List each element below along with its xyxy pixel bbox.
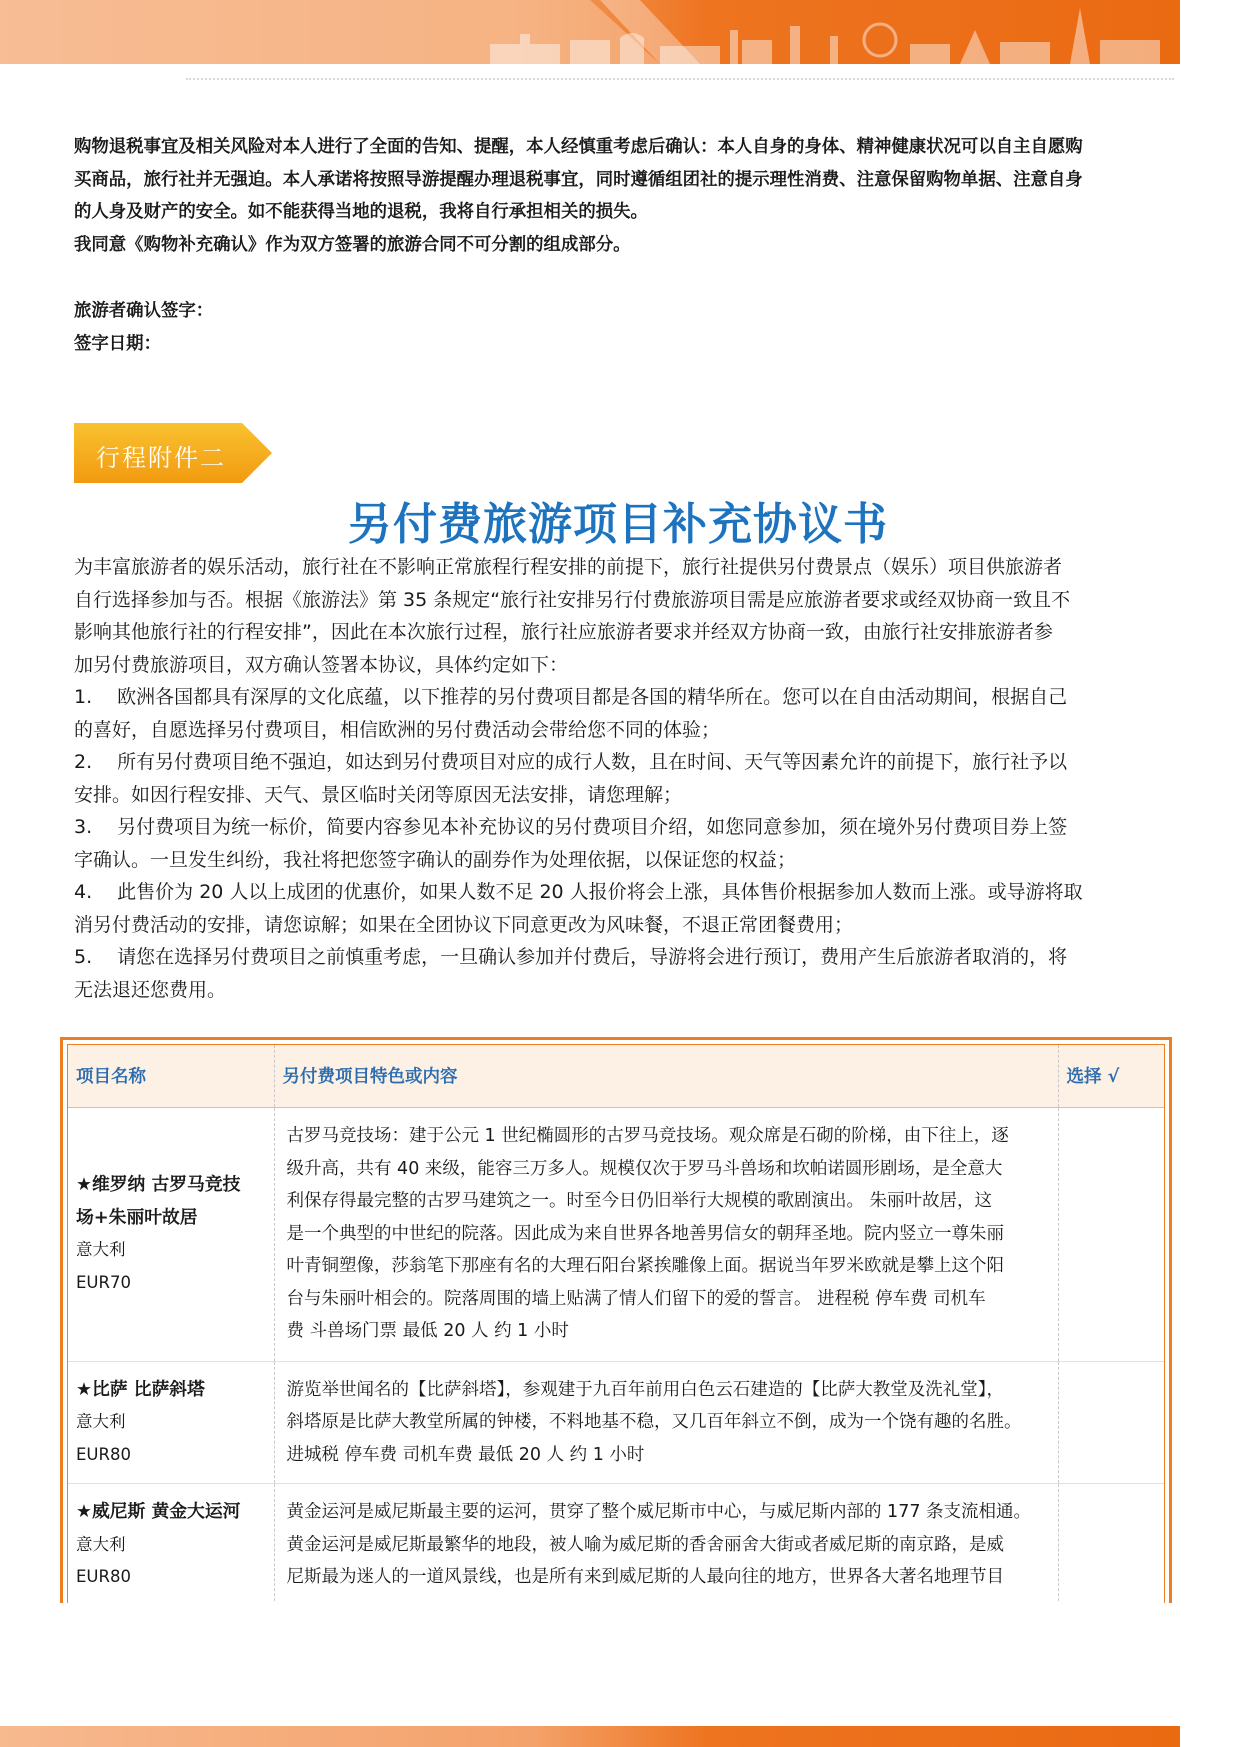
- desc-line: 尼斯最为迷人的一道风景线，也是所有来到威尼斯的人最向往的地方，世界各大著名地理节目: [286, 1567, 1004, 1587]
- desc-line: 是一个典型的中世纪的院落。因此成为来自世界各地善男信女的朝拜圣地。院内竖立一尊朱丽: [286, 1223, 1004, 1244]
- signature-label: 旅游者确认签字：: [74, 301, 214, 321]
- item-line: 的喜好，自愿选择另付费项目，相信欧洲的另付费活动会带给您不同的体验；: [74, 718, 721, 741]
- item-line: 安排。如因行程安排、天气、景区临时关闭等原因无法安排，请您理解；: [74, 783, 683, 806]
- header-project-content: 另付费项目特色或内容: [274, 1045, 1058, 1107]
- project-title: ★威尼斯 黄金大运河: [76, 1501, 241, 1522]
- footer-band: [0, 1726, 1180, 1747]
- item-line: 无法退还您费用。: [74, 978, 227, 1001]
- project-description-cell: [274, 1484, 1058, 1604]
- project-title: ★比萨 比萨斜塔: [76, 1378, 205, 1400]
- project-country: 意大利: [76, 1412, 126, 1431]
- desc-line: 台与朱丽叶相会的。院落周围的墙上贴满了情人们留下的爱的誓言。 进程税 停车费 司机车: [286, 1288, 986, 1309]
- agreement-body: [74, 551, 1164, 1006]
- text-line: 购物退税事宜及相关风险对本人进行了全面的告知、提醒，本人经慎重考虑后确认：本人自身的身体、精神健康状况可以自主自愿购: [74, 137, 1083, 157]
- intro-line: 影响其他旅行社的行程安排”，因此在本次旅行过程，旅行社应旅游者要求并经双方协商一致，由旅行社安排旅游者参: [74, 621, 1053, 643]
- optional-tours-table-frame: [60, 1037, 1172, 1603]
- project-name-cell: [68, 1361, 274, 1484]
- project-price: EUR80: [76, 1444, 131, 1464]
- desc-line: 进城税 停车费 司机车费 最低 20 人 约 1 小时: [286, 1444, 645, 1465]
- item-line: 字确认。一旦发生纠纷，我社将把您签字确认的副券作为处理依据，以保证您的权益；: [74, 848, 797, 871]
- desc-line: 利保存得最完整的古罗马建筑之一。时至今日仍旧举行大规模的歌剧演出。 朱丽叶故居，这: [286, 1191, 993, 1212]
- attachment-tab-label: 行程附件二: [96, 444, 226, 472]
- item-line: 1. 欧洲各国都具有深厚的文化底蕴，以下推荐的另付费项目都是各国的精华所在。您可以在自由活动期间，根据自己: [74, 686, 1068, 708]
- header-decoration: [0, 0, 1180, 64]
- intro-line: 自行选择参加与否。根据《旅游法》第 35 条规定“旅行社安排另行付费旅游项目需是应旅游者要求或经双协商一致且不: [74, 588, 1071, 611]
- project-title: 场+朱丽叶故居: [76, 1206, 198, 1228]
- item-line: 5. 请您在选择另付费项目之前慎重考虑，一旦确认参加并付费后，导游将会进行预订，费用产生后旅游者取消的，将: [74, 946, 1068, 968]
- desc-line: 费 斗兽场门票 最低 20 人 约 1 小时: [286, 1321, 569, 1342]
- intro-line: 加另付费旅游项目，双方确认签署本协议，具体约定如下：: [74, 653, 569, 676]
- project-price: EUR80: [76, 1567, 131, 1586]
- desc-line: 古罗马竞技场：建于公元 1 世纪椭圆形的古罗马竞技场。观众席是石砌的阶梯，由下往上，逐: [286, 1126, 1009, 1147]
- text-line: 的人身及财产的安全。如不能获得当地的退税，我将自行承担相关的损失。: [74, 202, 648, 222]
- page-title: 另付费旅游项目补充协议书: [348, 499, 888, 550]
- item-line: 2. 所有另付费项目绝不强迫，如达到另付费项目对应的成行人数，且在时间、天气等因素允许的前提下，旅行社予以: [74, 751, 1068, 773]
- item-line: 4. 此售价为 20 人以上成团的优惠价，如果人数不足 20 人报价将会上涨，具体售价根据参加人数而上涨。或导游将取: [74, 881, 1083, 903]
- header-select: 选择 √: [1058, 1045, 1164, 1107]
- table-row: [68, 1107, 1164, 1361]
- header-dotted-rule: [186, 78, 1174, 80]
- desc-line: 黄金运河是威尼斯最主要的运河，贯穿了整个威尼斯市中心，与威尼斯内部的 177 条支流相通。: [286, 1502, 1032, 1522]
- desc-line: 斜塔原是比萨大教堂所属的钟楼，不料地基不稳，又几百年斜立不倒，成为一个饶有趣的名胜。: [286, 1412, 1022, 1432]
- desc-line: 黄金运河是威尼斯最繁华的地段，被人喻为威尼斯的香舍丽舍大街或者威尼斯的南京路，是威: [286, 1534, 1004, 1555]
- table-header-row: [68, 1045, 1164, 1107]
- project-title: ★维罗纳 古罗马竞技: [76, 1174, 241, 1195]
- project-price: EUR70: [76, 1272, 131, 1292]
- project-name-cell: [68, 1484, 274, 1604]
- project-country: 意大利: [76, 1240, 126, 1259]
- text-line: 我同意《购物补充确认》作为双方签署的旅游合同不可分割的组成部分。: [74, 234, 631, 255]
- select-checkbox-cell[interactable]: [1058, 1107, 1164, 1361]
- date-label: 签字日期：: [74, 334, 161, 354]
- shopping-confirmation-text: [74, 131, 1164, 261]
- item-line: 3. 另付费项目为统一标价，简要内容参见本补充协议的另付费项目介绍，如您同意参加，须在境外另付费项目券上签: [74, 816, 1068, 838]
- header-project-name: 项目名称: [68, 1045, 274, 1107]
- project-name-cell: [68, 1107, 274, 1361]
- item-line: 消另付费活动的安排，请您谅解；如果在全团协议下同意更改为风味餐，不退正常团餐费用；: [74, 913, 854, 936]
- intro-line: 为丰富旅游者的娱乐活动，旅行社在不影响正常旅程行程安排的前提下，旅行社提供另付费景点（娱乐）项目供旅游者: [74, 556, 1063, 578]
- desc-line: 叶青铜塑像，莎翁笔下那座有名的大理石阳台紧挨雕像上面。据说当年罗米欧就是攀上这个阳: [286, 1256, 1004, 1277]
- project-description-cell: [274, 1361, 1058, 1484]
- header-band: [0, 0, 1180, 64]
- select-checkbox-cell[interactable]: [1058, 1361, 1164, 1484]
- desc-line: 级升高，共有 40 来级，能容三万多人。规模仅次于罗马斗兽场和坎帕诺圆形剧场，是全意大: [286, 1158, 1003, 1179]
- optional-tours-table-inner: [67, 1044, 1165, 1603]
- table-row: [68, 1484, 1164, 1604]
- optional-tours-table: [68, 1045, 1164, 1603]
- select-checkbox-cell[interactable]: [1058, 1484, 1164, 1604]
- project-description-cell: [274, 1107, 1058, 1361]
- project-country: 意大利: [76, 1534, 126, 1554]
- text-line: 买商品，旅行社并无强迫。本人承诺将按照导游提醒办理退税事宜，同时遵循组团社的提示理性消费、注意保留购物单据、注意自身: [74, 169, 1083, 190]
- desc-line: 游览举世闻名的【比萨斜塔】，参观建于九百年前用白色云石建造的【比萨大教堂及洗礼堂】，: [286, 1379, 1004, 1400]
- table-row: [68, 1361, 1164, 1484]
